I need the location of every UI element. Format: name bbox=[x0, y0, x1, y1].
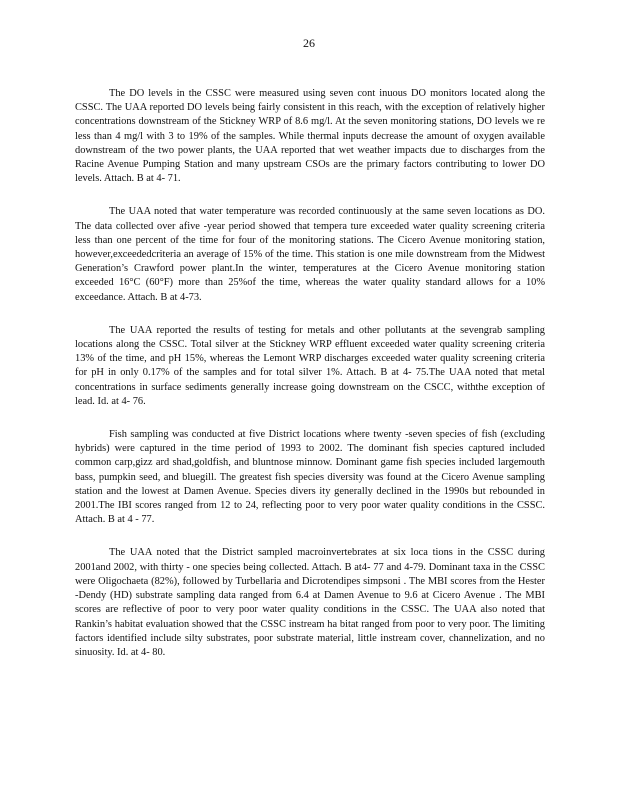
paragraph-macroinvertebrates: The UAA noted that the District sampled macroinvertebrates at six loca tions in the CSSC during 2001and 2002, with thirty - one species being collected. Attach. B at4- 77 and 4-79. Dominant taxa in the CSSC were Oligochaeta (82%), followed by Turbellaria and Dicrotendipes simpsoni . The MBI scores from the Hester -Dendy (HD) substrate sampling data ranged from 6.4 at Damen Avenue to 9.6 at Cicero Avenue . The MBI scores are reflective of poor to very poor water quality conditions in the CSSC. The UAA also noted that Rankin’s habitat evaluation showed that the CSSC instream ha bitat ranged from poor to very poor. The limiting factors identified include silty substrates, poor substrate material, little instream cover, channelization, and no sinuosity. Id. at 4- 80. bbox=[75, 547, 545, 658]
document-body bbox=[75, 87, 545, 679]
paragraph-fish-sampling: Fish sampling was conducted at five District locations where twenty -seven species of fish (excluding hybrids) were captured in the time period of 1993 to 2002. The dominant fish species captured included common carp,gizz ard shad,goldfish, and bluntnose minnow. Dominant game fish species included largemouth bass, pumpkin seed, and bluegill. The greatest fish species diversity was found at the Cicero Avenue sampling station and the lowest at Damen Avenue. Species divers ity generally declined in the 1990s but rebounded in 2001.The IBI scores ranged from 12 to 24, reflecting poor to very poor water quality conditions in the CSSC. Attach. B at 4 - 77. bbox=[75, 429, 545, 526]
paragraph-water-temperature: The UAA noted that water temperature was recorded continuously at the same seven locations as DO. The data collected over afive -year period showed that tempera ture exceeded water quality screening criteria less than one percent of the time for four of the monitoring stations. The Cicero Avenue monitoring station, however,exceededcriteria an average of 15% of the time. This station is one mile downstream from the Midwest Generation’s Crawford power plant.In the winter, temperatures at the Cicero Avenue monitoring station exceeded 16°C (60°F) more than 25%of the time, whereas the water quality standard allows for a 10% exceedance. Attach. B at 4-73. bbox=[75, 206, 545, 303]
paragraph-do-levels: The DO levels in the CSSC were measured using seven cont inuous DO monitors located along the CSSC. The UAA reported DO levels being fairly consistent in this reach, with the exception of relatively higher concentrations downstream of the Stickney WRP of 8.6 mg/l. At the seven monitoring stations, DO levels we re less than 4 mg/l with 3 to 19% of the samples. While thermal inputs decrease the amount of oxygen available downstream of the two power plants, the UAA reported that wet weather impacts due to discharges from the Racine Avenue Pumping Station and many upstream CSOs are the primary factors contributing to lower DO levels. Attach. B at 4- 71. bbox=[75, 88, 545, 185]
paragraph-metals-pollutants: The UAA reported the results of testing for metals and other pollutants at the sevengrab sampling locations along the CSSC. Total silver at the Stickney WRP effluent exceeded water quality screening criteria 13% of the time, and pH 15%, whereas the Lemont WRP discharges exceeded water quality screening criteria for pH in only 0.17% of the samples and for total silver 1%. Attach. B at 4- 75.The UAA noted that metal concentrations in surface sediments generally increase going downstream on the CSCC, withthe exception of lead. Id. at 4- 76. bbox=[75, 324, 545, 407]
page-number: 26 bbox=[303, 36, 315, 50]
